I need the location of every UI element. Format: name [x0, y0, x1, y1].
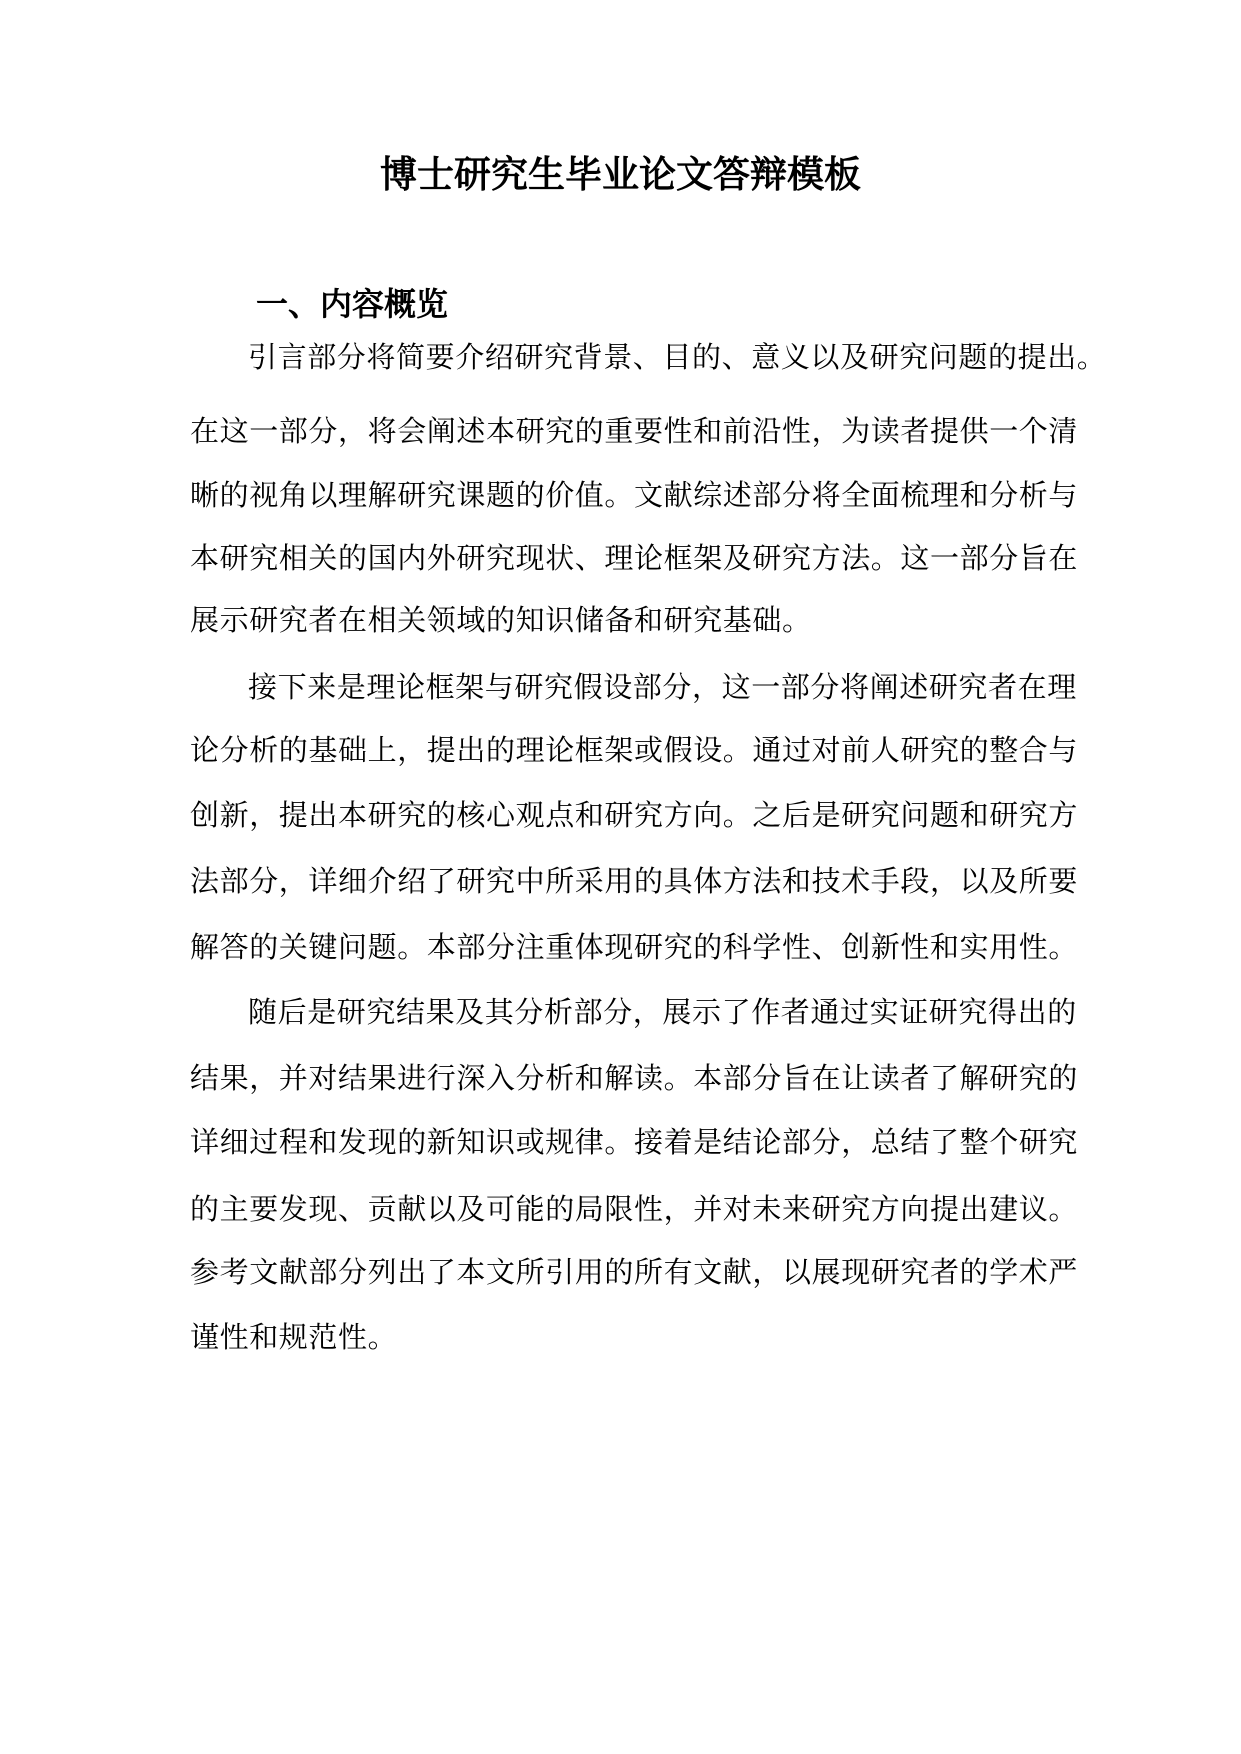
paragraph-1-line-3: 晰的视角以理解研究课题的价值。文献综述部分将全面梳理和分析与 — [190, 478, 1079, 512]
paragraph-1-line-5: 展示研究者在相关领域的知识储备和研究基础。 — [190, 603, 812, 637]
paragraph-2-line-3: 创新，提出本研究的核心观点和研究方向。之后是研究问题和研究方 — [190, 798, 1079, 832]
section-heading: 一、内容概览 — [256, 285, 449, 323]
paragraph-2-line-2: 论分析的基础上，提出的理论框架或假设。通过对前人研究的整合与 — [190, 733, 1079, 767]
paragraph-3-line-1: 随后是研究结果及其分析部分，展示了作者通过实证研究得出的 — [248, 995, 1077, 1029]
paragraph-2-line-4: 法部分，详细介绍了研究中所采用的具体方法和技术手段，以及所要 — [190, 864, 1079, 898]
paragraph-3-line-2: 结果，并对结果进行深入分析和解读。本部分旨在让读者了解研究的 — [190, 1061, 1079, 1095]
paragraph-2-line-5: 解答的关键问题。本部分注重体现研究的科学性、创新性和实用性。 — [190, 930, 1079, 964]
paragraph-1-line-2: 在这一部分，将会阐述本研究的重要性和前沿性，为读者提供一个清 — [190, 414, 1079, 448]
paragraph-3-line-4: 的主要发现、贡献以及可能的局限性，并对未来研究方向提出建议。 — [190, 1192, 1079, 1226]
document-title: 博士研究生毕业论文答辩模板 — [380, 152, 861, 196]
paragraph-3-line-6: 谨性和规范性。 — [190, 1320, 398, 1354]
paragraph-3-line-5: 参考文献部分列出了本文所引用的所有文献，以展现研究者的学术严 — [190, 1255, 1079, 1289]
paragraph-2-line-1: 接下来是理论框架与研究假设部分，这一部分将阐述研究者在理 — [248, 670, 1077, 704]
paragraph-3-line-3: 详细过程和发现的新知识或规律。接着是结论部分，总结了整个研究 — [190, 1125, 1079, 1159]
paragraph-1-line-1: 引言部分将简要介绍研究背景、目的、意义以及研究问题的提出。 — [248, 340, 1107, 374]
paragraph-1-line-4: 本研究相关的国内外研究现状、理论框架及研究方法。这一部分旨在 — [190, 541, 1079, 575]
